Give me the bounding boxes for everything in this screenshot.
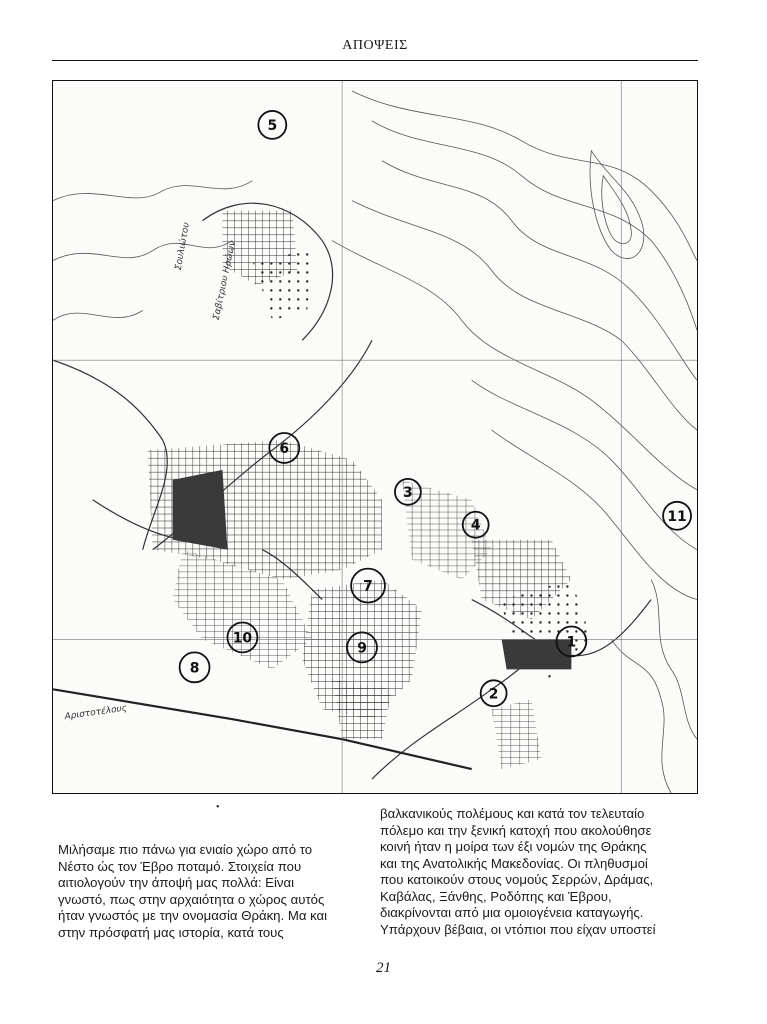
svg-text:1: 1 <box>566 634 577 651</box>
railway <box>53 689 472 769</box>
svg-text:4: 4 <box>470 517 481 534</box>
town-map <box>52 80 698 794</box>
running-header: ΑΠΟΨΕΙΣ <box>342 38 408 53</box>
circle-label-8 <box>180 652 210 682</box>
text-line: και της Ανατολικής Μακεδονίας. Οι πληθυσμοί <box>380 855 648 871</box>
circle-label-2 <box>481 680 507 706</box>
built-up-areas <box>148 211 592 769</box>
svg-text:9: 9 <box>357 640 367 657</box>
text-line: στην πρόσφατή μας ιστορία, κατά τους <box>58 924 284 940</box>
text-line: βαλκανικούς πολέμους και κατά τον τελευταίο <box>380 806 645 821</box>
circle-label-5 <box>258 111 286 139</box>
svg-text:11: 11 <box>667 508 687 525</box>
text-line: κοινή ήταν η μοίρα των έξι νομών της Θράκης <box>380 839 647 854</box>
text-line: γνωστό, πως στην αρχαιότητα ο χώρος αυτός <box>58 891 325 907</box>
text-line: Νέστο ώς τον Έβρο ποταμό. Στοιχεία που <box>58 858 302 874</box>
town-map-drawing <box>53 81 697 793</box>
svg-text:7: 7 <box>363 578 373 595</box>
left-text-column <box>58 842 358 941</box>
text-line: διακρίνονται από μια ομοιογένεια καταγωγής. <box>380 905 644 920</box>
bullet-mark: • <box>216 802 220 813</box>
svg-text:3: 3 <box>403 484 413 501</box>
page-number: 21 <box>376 960 391 976</box>
street-label-1: Σουλιώτου <box>173 221 192 271</box>
header-rule <box>52 60 698 61</box>
text-line: πόλεμο και την ξενική κατοχή που ακολούθησε <box>380 822 652 838</box>
text-line: Μιλήσαμε πιο πάνω για ενιαίο χώρο από το <box>58 842 313 857</box>
text-line: Καβάλας, Ξάνθης, Ροδόπης και Έβρου, <box>380 888 612 904</box>
right-text-column <box>380 806 700 938</box>
circle-label-11 <box>663 502 691 530</box>
text-line: που κατοικούν στους νομούς Σερρών, Δράμας, <box>380 872 654 887</box>
svg-text:6: 6 <box>279 440 290 457</box>
street-label-2: Σαβίτριου Ηρώων <box>211 240 239 321</box>
street-label-3: Αριστοτέλους <box>63 703 128 723</box>
svg-text:5: 5 <box>267 117 278 134</box>
svg-text:10: 10 <box>232 630 253 647</box>
svg-text:8: 8 <box>189 660 200 677</box>
text-line: Υπάρχουν βέβαια, οι ντόπιοι που είχαν υποστεί <box>380 921 656 937</box>
text-line: αιτιολογούν την άποψή μας πολλά: Είναι <box>58 875 295 890</box>
text-line: ήταν γνωστός με την ονομασία Θράκη. Μα και <box>58 908 328 923</box>
svg-text:2: 2 <box>488 686 499 703</box>
